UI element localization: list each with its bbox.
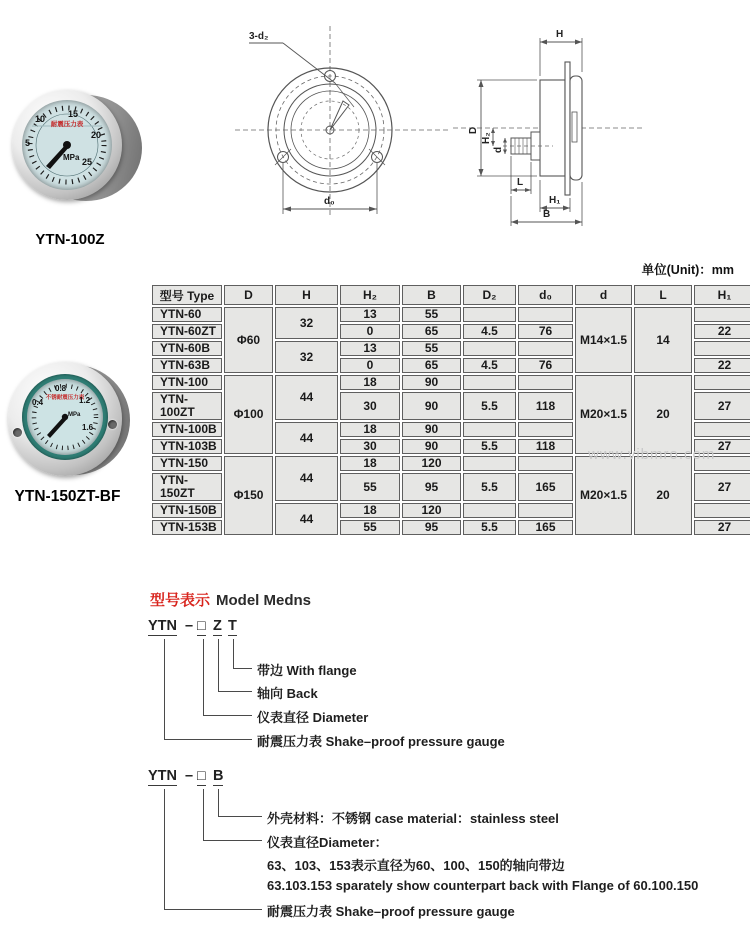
leader-line [164,789,165,909]
table-cell: YTN-60ZT [152,324,222,339]
table-cell: 32 [275,341,338,373]
dial-tick-label: 15 [68,109,79,119]
table-cell: 44 [275,375,338,420]
table-cell [518,341,573,356]
table-cell: 76 [518,324,573,339]
section-title-zh: 型号表示 [150,592,211,609]
table-cell: 90 [402,392,461,420]
table-cell: M20×1.5 [575,375,632,454]
col-header-D: D [224,285,273,305]
table-cell: 55 [340,520,400,535]
table-cell [463,422,516,437]
table-cell: 76 [518,358,573,373]
table-cell [463,503,516,518]
meaning-diameter: 仪表直径 Diameter [257,710,369,725]
leader-line [218,639,219,691]
flange-plate [565,62,570,195]
table-cell: YTN-153B [152,520,222,535]
table-cell: 90 [402,439,461,454]
table-cell: 118 [518,439,573,454]
table-cell: YTN-60B [152,341,222,356]
table-cell: YTN-100B [152,422,222,437]
meaning-with-flange: 带边 With flange [257,663,357,678]
dim-H1: H₁ [549,195,561,206]
table-cell [518,422,573,437]
dial-title: 不锈耐震压力表 [45,395,85,401]
table-cell [463,456,516,471]
table-cell: YTN-150 [152,456,222,471]
meaning-back: 轴向 Back [257,686,318,701]
table-cell: 120 [402,503,461,518]
model-diagram-b [148,768,738,923]
meaning-shake-proof: 耐震压力表 Shake–proof pressure gauge [257,734,505,749]
table-cell: 20 [634,375,692,454]
table-cell: 5.5 [463,473,516,501]
table-cell: 4.5 [463,324,516,339]
table-row [152,456,750,471]
table-cell: 13 [340,341,400,356]
leader-line [203,840,262,841]
table-cell [694,341,750,356]
table-cell: 18 [340,456,400,471]
section-title-en: Model Medns [216,592,312,609]
gauge-dial [22,100,112,190]
dim-B: B [543,209,551,220]
needle [330,101,349,130]
leader-line [203,789,204,840]
table-cell: 90 [402,422,461,437]
leader-line [218,691,252,692]
meaning-shake-proof: 耐震压力表 Shake–proof pressure gauge [267,904,515,919]
code-box: □ [197,768,206,784]
code-t: T [228,618,237,634]
table-cell: 5.5 [463,520,516,535]
table-cell: 165 [518,473,573,501]
gauge-photo-ytn100z [12,90,144,212]
dim-D: D [468,126,479,134]
table-cell: 44 [275,456,338,501]
table-cell [463,375,516,390]
table-cell: 30 [340,392,400,420]
code-ytn: YTN [148,618,177,634]
table-cell: 55 [402,307,461,322]
section-title [150,589,311,610]
table-cell: 55 [402,341,461,356]
unit-note: 单位(Unit)：mm [641,263,734,277]
code-dash: – [185,768,194,784]
col-header-H: H [275,285,338,305]
dial-tick-label: 10 [35,114,46,124]
table-cell: 95 [402,473,461,501]
table-cell: Φ150 [224,456,273,535]
table-cell [694,307,750,322]
table-cell: 90 [402,375,461,390]
table-cell: 22 [694,324,750,339]
col-header-B: B [402,285,461,305]
table-cell: 118 [518,392,573,420]
table-cell: YTN-100ZT [152,392,222,420]
dim-d: d [493,146,504,153]
meaning-case-material: 外壳材料：不锈钢 case material：stainless steel [267,811,559,826]
table-cell: 30 [340,439,400,454]
dial-tick-label: 5 [25,138,31,148]
dial-unit: MPa [63,153,80,162]
gauge-dial [27,379,103,455]
col-header-H1: H₁ [694,285,750,305]
table-cell: YTN-150B [152,503,222,518]
spec-table [150,283,750,537]
table-cell: 95 [402,520,461,535]
dial-tick-label: 1.6 [82,423,94,432]
side-view-drawing [453,12,643,242]
table-cell: 22 [694,358,750,373]
leader-line [233,639,234,668]
code-z: Z [213,618,222,634]
leader-line [164,639,165,739]
table-cell: 44 [275,503,338,535]
table-cell: 18 [340,503,400,518]
table-cell: YTN-63B [152,358,222,373]
flange-hole [108,420,117,429]
leader-line [203,639,204,715]
table-cell: YTN-60 [152,307,222,322]
table-cell: 27 [694,473,750,501]
table-cell: 27 [694,439,750,454]
table-cell: 4.5 [463,358,516,373]
table-cell: Φ100 [224,375,273,454]
dim-H2: H₂ [481,132,492,144]
table-cell: 27 [694,520,750,535]
leader-line [164,739,252,740]
table-cell: 0 [340,324,400,339]
table-cell: 32 [275,307,338,339]
table-cell [694,422,750,437]
code-box: □ [197,618,206,634]
table-cell: 65 [402,358,461,373]
meaning-diameter: 仪表直径Diameter： [267,835,388,850]
table-cell: YTN-150ZT [152,473,222,501]
table-header-row [152,285,750,305]
product-label-ytn100z: YTN-100Z [35,231,105,248]
table-cell [694,375,750,390]
dim-H: H [556,29,564,40]
table-row [152,375,750,390]
dial-title: 耐震压力表 [50,121,84,128]
dial-unit: MPa [68,412,81,418]
leader-line [203,715,252,716]
col-header-L: L [634,285,692,305]
table-cell: 5.5 [463,439,516,454]
leader-line [218,816,262,817]
table-cell: 44 [275,422,338,454]
col-header-d0: d₀ [518,285,573,305]
table-cell [518,307,573,322]
col-header-D2: D₂ [463,285,516,305]
table-cell: 5.5 [463,392,516,420]
table-cell: M20×1.5 [575,456,632,535]
table-cell: 27 [694,392,750,420]
dim-L: L [517,177,524,188]
table-cell [518,503,573,518]
table-cell: 18 [340,422,400,437]
meaning-note-en: 63.103.153 sparately show counterpart back with Flange of 60.100.150 [267,878,699,893]
table-cell: M14×1.5 [575,307,632,373]
dial-tick-label: 25 [82,157,93,167]
col-header-d: d [575,285,632,305]
table-cell [518,375,573,390]
table-cell [694,456,750,471]
dial-tick-label: 1.2 [79,396,91,405]
table-row [152,307,750,322]
table-cell: 18 [340,375,400,390]
code-dash: – [185,618,194,634]
table-cell: 14 [634,307,692,373]
table-cell: 0 [340,358,400,373]
col-header-type: 型号 Type [152,285,222,305]
table-cell: Φ60 [224,307,273,373]
leader-line [233,668,252,669]
leader-line [164,909,262,910]
leader-line [218,789,219,816]
front-bolt-circle-label: d₀ [324,196,335,207]
table-cell [463,307,516,322]
col-header-H2: H₂ [340,285,400,305]
table-cell: 13 [340,307,400,322]
front-holes-label: 3-d₂ [249,31,269,42]
flange-hole [13,428,22,437]
dial-tick-label: 20 [91,130,102,140]
meaning-note-zh: 63、103、153表示直径为60、100、150的轴向带边 [267,858,565,873]
table-cell: 65 [402,324,461,339]
code-b: B [213,768,224,784]
model-diagram-yzt [148,618,618,758]
table-cell: YTN-103B [152,439,222,454]
table-cell: 20 [634,456,692,535]
gauge-photo-ytn150ztbf [8,362,138,482]
table-cell: 55 [340,473,400,501]
table-cell: YTN-100 [152,375,222,390]
front-view-drawing [235,12,450,237]
table-cell [694,503,750,518]
watermark: www.vibmro.com [588,446,716,463]
table-cell [463,341,516,356]
table-cell: 120 [402,456,461,471]
table-cell [518,456,573,471]
dial-tick-label: 0.4 [32,398,44,407]
product-label-ytn150ztbf: YTN-150ZT-BF [14,488,121,505]
code-ytn: YTN [148,768,177,784]
table-cell: 165 [518,520,573,535]
dial-tick-label: 0.8 [55,384,67,393]
